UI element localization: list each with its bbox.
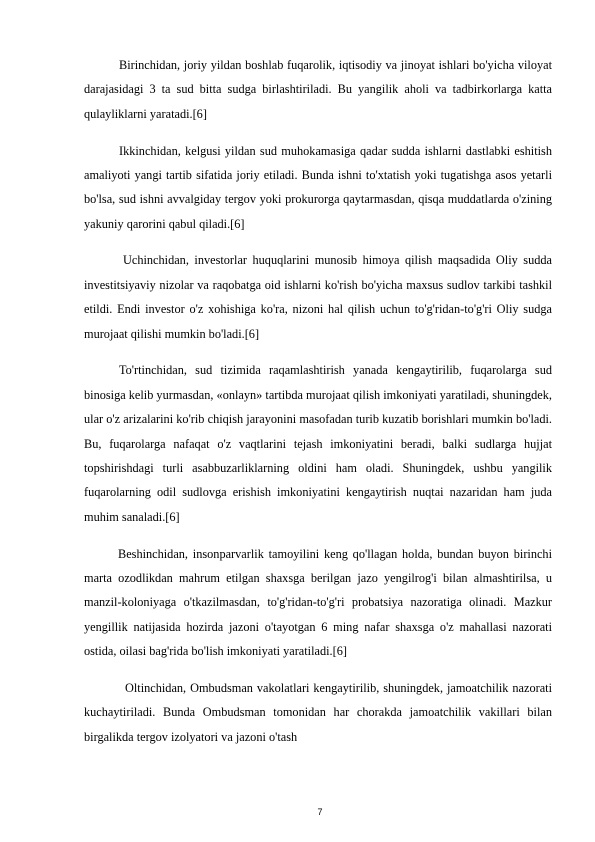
- paragraph-sixth: Oltinchidan, Ombudsman vakolatlari kengaytirilib, shuningdek, jamoatchilik nazorati kuchaytiriladi. Bunda Ombudsman tomonidan har chorakda jamoatchilik vakillari bilan birgalikda tergov izolyatori va jazoni o'tash: [84, 680, 552, 744]
- paragraph-fifth: Beshinchidan, insonparvarlik tamoyilini keng qo'llagan holda, bundan buyon birinchi marta ozodlikdan mahrum etilgan shaxsga berilgan jazo yengilrog'i bilan almashtirilsa, u manzil-koloniyaga o'tkazilmasdan, to'g'ridan-to'g'ri probatsiya nazoratiga olinadi. Mazkur yengillik natijasida hozirda jazoni o'tayotgan 6 ming nafar shaxsga o'z mahallasi nazorati ostida, oilasi bag'rida bo'lish imkoniyati yaratiladi.[6]: [84, 546, 552, 659]
- paragraph-third: Uchinchidan, investorlar huquqlarini munosib himoya qilish maqsadida Oliy sudda investitsiyaviy nizolar va raqobatga oid ishlarni ko'rish bo'yicha maxsus sudlov tarkibi tashkil etildi. Endi investor o'z xohishiga ko'ra, nizoni hal qilish uchun to'g'ridan-to'g'ri Oliy sudga murojaat qilishi mumkin bo'ladi.[6]: [84, 253, 552, 341]
- paragraph-first: Birinchidan, joriy yildan boshlab fuqarolik, iqtisodiy va jinoyat ishlari bo'yicha viloyat darajasidagi 3 ta sud bitta sudga birlashtiriladi. Bu yangilik aholi va tadbirkorlarga katta qulayliklarni yaratadi.[6]: [84, 58, 552, 121]
- paragraph-second: Ikkinchidan, kelgusi yildan sud muhokamasiga qadar sudda ishlarni dastlabki eshitish amaliyoti yangi tartib sifatida joriy etiladi. Bunda ishni to'xtatish yoki tugatishga asos yetarli bo'lsa, sud ishni avvalgiday tergov yoki prokurorga qaytarmasdan, qisqa muddatlarda o'zining yakuniy qarorini qabul qiladi.[6]: [84, 143, 552, 231]
- paragraph-fourth: To'rtinchidan, sud tizimida raqamlashtirish yanada kengaytirilib, fuqarolarga sud binosiga kelib yurmasdan, «onlayn» tartibda murojaat qilish imkoniyati yaratiladi, shuningdek, ular o'z arizalarini ko'rib chiqish jarayonini masofadan turib kuzatib borishlari mumkin bo'ladi. Bu, fuqarolarga nafaqat o'z vaqtlarini tejash imkoniyatini beradi, balki sudlarga hujjat topshirishdagi turli asabbuzarliklarning oldini ham oladi. Shuningdek, ushbu yangilik fuqarolarning odil sudlovga erishish imkoniyatini kengaytirish nuqtai nazaridan ham juda muhim sanaladi.[6]: [84, 363, 552, 524]
- document-body: [84, 53, 552, 761]
- page-number: 7: [317, 807, 323, 817]
